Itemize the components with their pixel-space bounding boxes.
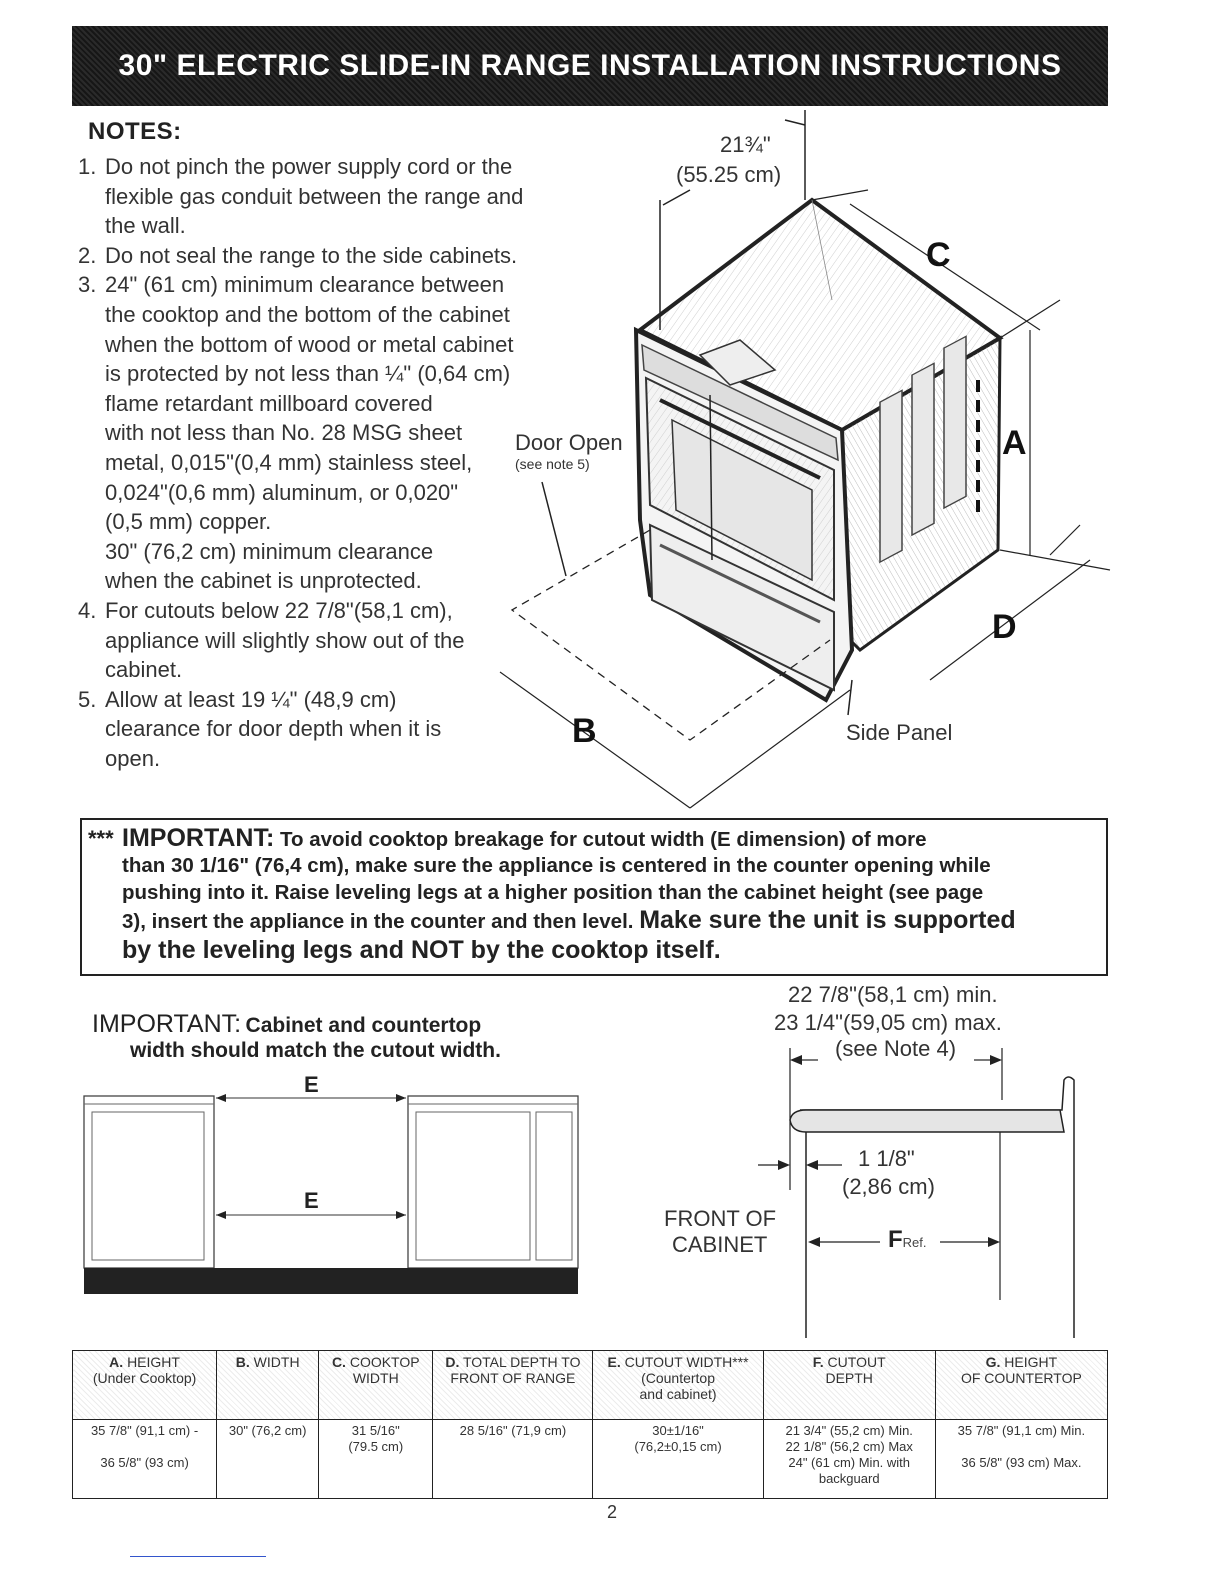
dimension-table xyxy=(72,1350,1108,1499)
page-title: 30" ELECTRIC SLIDE-IN RANGE INSTALLATION INSTRUCTIONS xyxy=(118,49,1062,82)
table-cell: 28 5/16" (71,9 cm) xyxy=(433,1420,593,1499)
cabinet-diagram xyxy=(80,1090,580,1300)
important-line-5: by the leveling legs and NOT by the cooktop itself. xyxy=(122,936,721,964)
table-header-cell: C. COOKTOP WIDTH xyxy=(319,1351,433,1420)
table-header-cell: B. WIDTH xyxy=(217,1351,319,1420)
overhang-label: 1 1/8" xyxy=(858,1146,915,1171)
footer-rule xyxy=(130,1556,266,1557)
depth-top-label: 21¾" xyxy=(720,132,771,157)
note-1: 1. Do not pinch the power supply cord or the flexible gas conduit between the range and the wall. xyxy=(78,154,524,239)
page-title-banner xyxy=(72,26,1108,106)
table-header-cell: D. TOTAL DEPTH TO FRONT OF RANGE xyxy=(433,1351,593,1420)
cutout-see-note: (see Note 4) xyxy=(835,1036,957,1061)
depth-top-cm-label: (55.25 cm) xyxy=(676,162,782,187)
important-box xyxy=(80,818,1108,976)
cutout-max: 23 1/4"(59,05 cm) max. xyxy=(774,1010,1002,1035)
table-cell: 31 5/16" (79.5 cm) xyxy=(319,1420,433,1499)
table-cell: 35 7/8" (91,1 cm) - 36 5/8" (93 cm) xyxy=(73,1420,217,1499)
dim-c-label: C xyxy=(926,236,951,274)
important-line-1: IMPORTANT: To avoid cooktop breakage for cutout width (E dimension) of more xyxy=(122,824,927,852)
table-cell: 35 7/8" (91,1 cm) Min. 36 5/8" (93 cm) Max. xyxy=(935,1420,1107,1499)
front-of-label: FRONT OF xyxy=(664,1206,777,1231)
important-line-3: pushing into it. Raise leveling legs at a higher position than the cabinet height (see page xyxy=(122,881,984,904)
note-3: 3. 24" (61 cm) minimum clearance between the cooktop and the bottom of the cabinet when the bottom of wood or metal cabinet is protected by not less than ¼" (0,64 cm) flame retardant millboard covered with not less than No. 28 MSG sheet metal, 0,015"(0,4 mm) stainless steel, 0,024"(0,6 mm) aluminum, or 0,020" (0,5 mm) copper. 30" (76,2 cm) minimum clearance when the cabinet is unprotected. xyxy=(78,272,514,594)
important-stars: *** xyxy=(88,826,114,851)
table-header-cell: F. CUTOUT DEPTH xyxy=(763,1351,935,1420)
cabinet-important-line2: width should match the cutout width. xyxy=(130,1039,501,1062)
table-cell: 30" (76,2 cm) xyxy=(217,1420,319,1499)
table-header-cell: G. HEIGHT OF COUNTERTOP xyxy=(935,1351,1107,1420)
cutout-min: 22 7/8"(58,1 cm) min. xyxy=(788,982,998,1007)
notes-title: NOTES: xyxy=(88,118,182,145)
dim-a-label: A xyxy=(1002,424,1027,462)
dim-b-label: B xyxy=(572,712,597,750)
table-row xyxy=(73,1420,1108,1499)
f-ref-label: FRef. xyxy=(888,1226,927,1253)
important-head: IMPORTANT: xyxy=(122,824,275,852)
door-open-label: Door Open xyxy=(515,430,623,455)
table-header-cell: A. HEIGHT (Under Cooktop) xyxy=(73,1351,217,1420)
table-cell: 21 3/4" (55,2 cm) Min. 22 1/8" (56,2 cm) Max 24" (61 cm) Min. with backguard xyxy=(763,1420,935,1499)
door-open-note: (see note 5) xyxy=(515,456,590,472)
overhang-cm-label: (2,86 cm) xyxy=(842,1174,935,1199)
page-number: 2 xyxy=(606,1502,617,1522)
notes-list xyxy=(78,152,558,773)
note-4: 4. For cutouts below 22 7/8"(58,1 cm), appliance will slightly show out of the cabinet. xyxy=(78,597,465,683)
cabinet-important: IMPORTANT: Cabinet and countertop xyxy=(92,1010,482,1038)
table-header-row xyxy=(73,1351,1108,1420)
note-5: 5. Allow at least 19 ¼" (48,9 cm) clearance for door depth when it is open. xyxy=(78,686,442,771)
important-line-4: 3), insert the appliance in the counter and then level. Make sure the unit is supported xyxy=(122,906,1016,934)
e-top-label: E xyxy=(304,1072,319,1097)
important-line-2: than 30 1/16" (76,4 cm), make sure the appliance is centered in the counter opening while xyxy=(122,854,991,877)
table-cell: 30±1/16" (76,2±0,15 cm) xyxy=(593,1420,763,1499)
side-panel-label: Side Panel xyxy=(846,720,953,745)
cabinet-label: CABINET xyxy=(672,1232,768,1257)
note-2: 2. Do not seal the range to the side cabinets. xyxy=(78,242,518,268)
table-header-cell: E. CUTOUT WIDTH*** (Countertop and cabinet) xyxy=(593,1351,763,1420)
dim-d-label: D xyxy=(992,608,1017,646)
e-mid-label: E xyxy=(304,1188,319,1213)
